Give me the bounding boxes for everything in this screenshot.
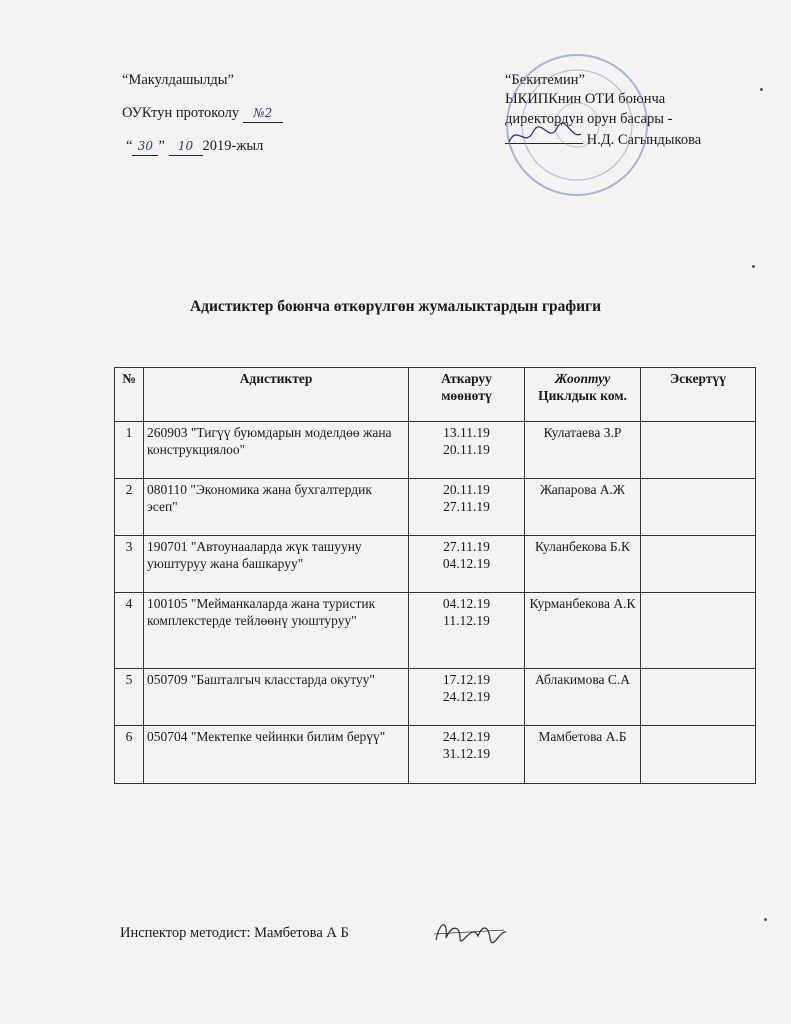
header-note: Эскертүү [641, 368, 756, 422]
row-responsible: Жапарова А.Ж [525, 479, 641, 536]
row-specialty: 050709 "Башталгыч класстарда окутуу" [144, 669, 409, 726]
row-dates [409, 536, 525, 593]
row-no: 5 [115, 669, 144, 726]
row-note [641, 536, 756, 593]
header-responsible [525, 368, 641, 422]
row-dates [409, 593, 525, 669]
header-period [409, 368, 525, 422]
row-specialty: 100105 "Мейманкаларда жана туристик комплекстерде тейлөөнү уюштуруу" [144, 593, 409, 669]
scan-speck [764, 918, 767, 921]
header-specialty: Адистиктер [144, 368, 409, 422]
date-to: 24.12.19 [442, 689, 491, 704]
row-responsible: Кулатаева З.Р [525, 422, 641, 479]
table-row [115, 422, 756, 479]
date-to: 27.11.19 [443, 499, 490, 514]
protocol-year: 2019-жыл [202, 138, 264, 154]
row-no: 6 [115, 726, 144, 784]
scan-speck [752, 265, 755, 268]
protocol-label: ОУКтун протоколу [122, 105, 240, 121]
row-specialty: 260903 "Тигүү буюмдарын моделдөө жана конструкциялоо" [144, 422, 409, 479]
protocol-day: 30 [132, 137, 158, 156]
quote-open: “ [126, 138, 133, 154]
date-from: 17.12.19 [442, 672, 491, 687]
date-from: 20.11.19 [443, 482, 490, 497]
quote-close: ” [158, 138, 165, 154]
approver-name: Н.Д. Сагындыкова [586, 132, 702, 148]
row-specialty: 190701 "Автоунааларда жүк ташууну уюштуруу жана башкаруу" [144, 536, 409, 593]
approver-org: ЫКИПКнин ОТИ боюнча [505, 91, 666, 107]
row-note [641, 422, 756, 479]
row-responsible: Аблакимова С.А [525, 669, 641, 726]
table-row [115, 479, 756, 536]
inspector-line: Инспектор методист: Мамбетова А Б [120, 925, 349, 941]
header-resp-line2: Циклдык ком. [538, 388, 627, 403]
table-row [115, 593, 756, 669]
date-to: 20.11.19 [443, 442, 490, 457]
row-no: 1 [115, 422, 144, 479]
row-note [641, 593, 756, 669]
row-dates [409, 726, 525, 784]
date-to: 11.12.19 [443, 613, 490, 628]
row-no: 4 [115, 593, 144, 669]
row-dates [409, 479, 525, 536]
row-responsible: Курманбекова А.К [525, 593, 641, 669]
approved-label: “Бекитемин” [505, 72, 585, 88]
schedule-table [114, 367, 756, 784]
row-specialty: 050704 "Мектепке чейинки билим берүү" [144, 726, 409, 784]
date-from: 04.12.19 [442, 596, 491, 611]
row-dates [409, 422, 525, 479]
table-row [115, 726, 756, 784]
row-no: 2 [115, 479, 144, 536]
agreed-label: “Макулдашылды” [122, 72, 234, 88]
approver-position: директордун орун басары - [505, 111, 673, 127]
row-no: 3 [115, 536, 144, 593]
header-resp-line1: Жооптуу [554, 371, 611, 386]
table-header-row [115, 368, 756, 422]
header-period-line1: Аткаруу [441, 371, 492, 386]
date-to: 04.12.19 [442, 556, 491, 571]
row-specialty: 080110 "Экономика жана бухгалтердик эсеп" [144, 479, 409, 536]
date-from: 27.11.19 [443, 539, 490, 554]
protocol-month: 10 [169, 137, 203, 156]
date-to: 31.12.19 [442, 746, 491, 761]
row-note [641, 669, 756, 726]
row-note [641, 726, 756, 784]
header-period-line2: мөөнөтү [441, 388, 492, 403]
table-row [115, 536, 756, 593]
date-from: 24.12.19 [442, 729, 491, 744]
row-responsible: Куланбекова Б.К [525, 536, 641, 593]
row-dates [409, 669, 525, 726]
document-title: Адистиктер боюнча өткөрүлгөн жумалыктардын графиги [189, 298, 602, 315]
scan-speck [760, 88, 763, 91]
date-from: 13.11.19 [443, 425, 490, 440]
protocol-line [122, 104, 283, 123]
table-row [115, 669, 756, 726]
row-note [641, 479, 756, 536]
protocol-date [126, 137, 263, 156]
inspector-signature [430, 912, 510, 950]
header-no: № [115, 368, 144, 422]
approver-signature [505, 118, 585, 152]
row-responsible: Мамбетова А.Б [525, 726, 641, 784]
protocol-number: №2 [243, 104, 283, 123]
